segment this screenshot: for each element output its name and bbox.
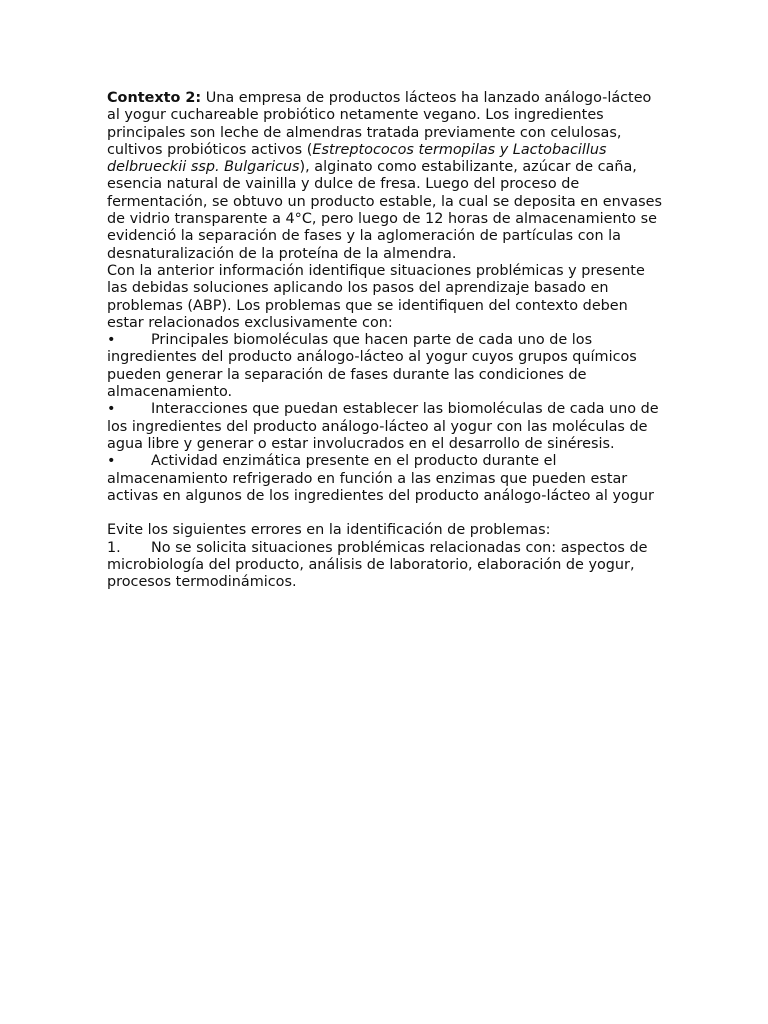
bullet-marker: • <box>107 453 116 470</box>
error-item <box>107 540 667 592</box>
error-marker: 1. <box>107 539 121 556</box>
context-label: Contexto 2: <box>107 90 202 106</box>
document-body <box>107 90 667 592</box>
context-organisms: Estreptococos termopilas y Lactobacillus delbrueckii ssp. Bulgaricus <box>107 141 607 176</box>
instruction-paragraph: Con la anterior información identifique situaciones problémicas y presente las debidas soluciones aplicando los pasos del aprendizaje basado en problemas (ABP). Los problemas que se identifiquen del contexto deben estar relacionados exclusivamente con: <box>107 262 645 331</box>
context-text-part-2: ), alginato como estabilizante, azúcar de caña, esencia natural de vainilla y dulce de fresa. Luego del proceso de fermentación, se obtuvo un producto estable, la cual se deposita en envases de vidrio transparente a 4°C, pero luego de 12 horas de almacenamiento se evidenció la separación de fases y la aglomeración de partículas con la desnaturalización de la proteína de la almendra. <box>107 159 662 262</box>
context-paragraph <box>107 90 667 263</box>
bullet-text: Principales biomoléculas que hacen parte de cada uno de los ingredientes del producto análogo-lácteo al yogur cuyos grupos químicos pueden generar la separación de fases durante las condiciones de almacenamiento. <box>107 332 637 401</box>
bullet-marker: • <box>107 401 116 418</box>
errors-heading: Evite los siguientes errores en la identificación de problemas: <box>107 522 551 539</box>
bullet-marker: • <box>107 332 116 349</box>
bullet-item <box>107 453 667 505</box>
paragraph-spacer <box>107 505 667 522</box>
bullet-item <box>107 401 667 453</box>
bullet-item <box>107 332 667 401</box>
error-text: No se solicita situaciones problémicas relacionadas con: aspectos de microbiología del producto, análisis de laboratorio, elaboración de yogur, procesos termodinámicos. <box>107 539 648 591</box>
context-text-part-1: Una empresa de productos lácteos ha lanzado análogo-lácteo al yogur cuchareable probiótico netamente vegano. Los ingredientes principales son leche de almendras tratada previamente con celulosas, cultivos probióticos activos ( <box>107 90 652 158</box>
bullet-text: Actividad enzimática presente en el producto durante el almacenamiento refrigerado en función a las enzimas que pueden estar activas en algunos de los ingredientes del producto análogo-lácteo al yogur <box>107 453 654 504</box>
bullet-text: Interacciones que puedan establecer las biomoléculas de cada uno de los ingredientes del producto análogo-lácteo al yogur con las moléculas de agua libre y generar o estar involucrados en el desarrollo de sinéresis. <box>107 401 659 452</box>
